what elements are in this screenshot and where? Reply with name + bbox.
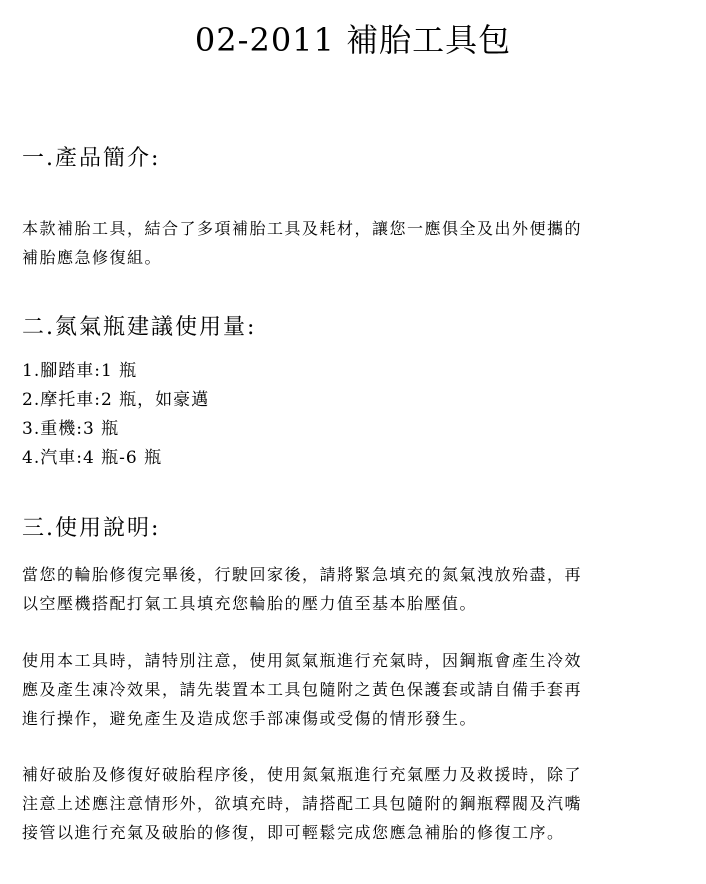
intro-paragraph <box>22 214 686 272</box>
text-line: 補好破胎及修復好破胎程序後，使用氮氣瓶進行充氣壓力及救援時，除了 <box>22 765 583 784</box>
text-line: 補胎應急修復組。 <box>22 248 163 267</box>
list-item: 4.汽車:4 瓶-6 瓶 <box>22 448 163 468</box>
list-item: 2.摩托車:2 瓶，如豪邁 <box>22 390 210 410</box>
usage-amount-list <box>22 357 209 473</box>
instructions-paragraph-1 <box>22 560 686 618</box>
list-item: 1.腳踏車:1 瓶 <box>22 361 138 381</box>
list-item: 3.重機:3 瓶 <box>22 419 120 439</box>
text-line: 進行操作，避免產生及造成您手部凍傷或受傷的情形發生。 <box>22 709 478 728</box>
section-heading-instructions: 三.使用說明: <box>22 516 161 541</box>
text-line: 應及產生凍冷效果，請先裝置本工具包隨附之黃色保護套或請自備手套再 <box>22 680 583 699</box>
page-title: 02-2011 補胎工具包 <box>194 21 512 59</box>
text-line: 當您的輪胎修復完畢後，行駛回家後，請將緊急填充的氮氣洩放殆盡，再 <box>22 565 583 584</box>
text-line: 以空壓機搭配打氣工具填充您輪胎的壓力值至基本胎壓值。 <box>22 594 478 613</box>
text-line: 接管以進行充氣及破胎的修復，即可輕鬆完成您應急補胎的修復工序。 <box>22 823 565 842</box>
instructions-paragraph-3 <box>22 760 686 847</box>
section-heading-intro: 一.產品簡介: <box>22 146 161 171</box>
section-heading-usage-amount: 二.氮氣瓶建議使用量: <box>22 315 257 340</box>
instructions-paragraph-2 <box>22 646 686 733</box>
text-line: 使用本工具時，請特別注意，使用氮氣瓶進行充氣時，因鋼瓶會產生冷效 <box>22 651 583 670</box>
text-line: 本款補胎工具，結合了多項補胎工具及耗材，讓您一應俱全及出外便攜的 <box>22 219 583 238</box>
text-line: 注意上述應注意情形外，欲填充時，請搭配工具包隨附的鋼瓶釋閥及汽嘴 <box>22 794 583 813</box>
